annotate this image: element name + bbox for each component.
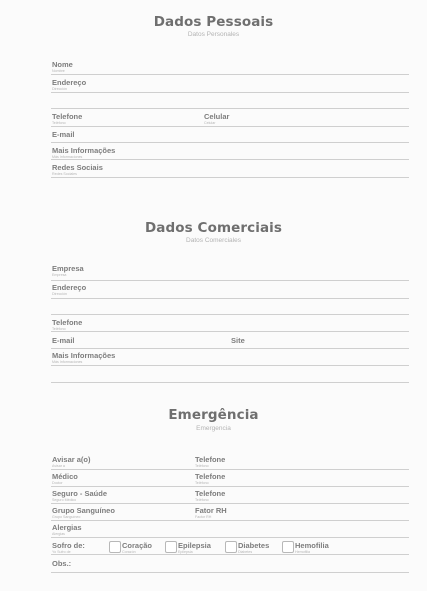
site-label: Site — [231, 336, 245, 345]
suffer-from-label: Sofro de: — [52, 541, 85, 550]
commercial-section-subtitle: Datos Comerciales — [186, 237, 241, 244]
company-label: Empresa — [52, 264, 84, 273]
heart-label: Coração — [122, 541, 153, 550]
commercial-section-title: Dados Comerciais — [144, 220, 283, 236]
work-address-line-1 — [51, 298, 409, 299]
insurance-sublabel: Seguro Médico — [52, 498, 77, 502]
address-line-2 — [51, 108, 409, 109]
hemophilia-sublabel: Hemofilia — [295, 550, 310, 554]
suffer-from-line — [51, 554, 409, 555]
work-email-label: E-mail — [52, 336, 75, 345]
notify-phone-sublabel: Teléfono — [195, 464, 209, 468]
work-address-label: Endereço — [52, 283, 87, 292]
insurance-phone-label: Telefone — [195, 489, 226, 498]
suffer-from-sublabel: Yo Sufro de — [52, 550, 71, 554]
blood-type-line — [51, 520, 409, 521]
allergies-label: Alergias — [52, 523, 82, 532]
notify-phone-label: Telefone — [195, 455, 226, 464]
mobile-sublabel: Celular — [204, 121, 216, 125]
notify-sublabel: Avisar a — [52, 464, 65, 468]
blood-type-sublabel: Grupo Sanguíneo — [52, 515, 81, 519]
insurance-line — [51, 503, 409, 504]
hemophilia-label: Hemofilia — [295, 541, 329, 550]
work-more-info-sublabel: Más Informaciones — [52, 360, 83, 364]
phone-line — [51, 126, 409, 127]
hemophilia-checkbox[interactable] — [282, 541, 294, 553]
name-sublabel: Nombre — [52, 69, 65, 73]
epilepsy-checkbox[interactable] — [165, 541, 177, 553]
phone-sublabel: Teléfono — [52, 121, 66, 125]
notify-line — [51, 469, 409, 470]
doctor-line — [51, 486, 409, 487]
address-sublabel: Dirección — [52, 87, 67, 91]
email-line — [51, 142, 409, 143]
diabetes-sublabel: Diabetes — [238, 550, 253, 554]
mobile-label: Celular — [204, 112, 230, 121]
epilepsy-sublabel: Epilepsia — [178, 550, 193, 554]
heart-checkbox[interactable] — [109, 541, 121, 553]
work-address-sublabel: Dirección — [52, 292, 67, 296]
heart-sublabel: Corazón — [122, 550, 136, 554]
allergies-line — [51, 537, 409, 538]
more-info-line — [51, 159, 409, 160]
work-more-info-line-2 — [51, 382, 409, 383]
rh-factor-label: Fator RH — [195, 506, 227, 515]
notes-line — [51, 572, 409, 573]
personal-section-title: Dados Pessoais — [153, 14, 274, 30]
notes-label: Obs.: — [52, 559, 72, 568]
work-phone-label: Telefone — [52, 318, 83, 327]
email-label: E-mail — [52, 130, 75, 139]
doctor-phone-label: Telefone — [195, 472, 226, 481]
emergency-section-subtitle: Emergencia — [196, 425, 231, 432]
work-phone-sublabel: Teléfono — [52, 327, 66, 331]
work-phone-line — [51, 331, 409, 332]
social-sublabel: Redes Sociales — [52, 172, 77, 176]
social-label: Redes Sociais — [52, 163, 103, 172]
work-more-info-label: Mais Informações — [52, 351, 116, 360]
doctor-sublabel: Doctor — [52, 481, 63, 485]
company-line — [51, 280, 409, 281]
doctor-phone-sublabel: Teléfono — [195, 481, 209, 485]
personal-section-subtitle: Datos Personales — [187, 31, 240, 38]
company-sublabel: Empresa — [52, 273, 67, 277]
emergency-section-title: Emergência — [168, 407, 259, 423]
name-line — [51, 74, 409, 75]
more-info-sublabel: Más Informaciones — [52, 155, 83, 159]
work-email-line — [51, 348, 409, 349]
work-address-line-2 — [51, 314, 409, 315]
diabetes-label: Diabetes — [238, 541, 270, 550]
doctor-label: Médico — [52, 472, 78, 481]
notify-label: Avisar a(o) — [52, 455, 91, 464]
diabetes-checkbox[interactable] — [225, 541, 237, 553]
epilepsy-label: Epilepsia — [178, 541, 211, 550]
rh-factor-sublabel: Factor RH — [195, 515, 212, 519]
social-line — [51, 177, 409, 178]
insurance-phone-sublabel: Teléfono — [195, 498, 209, 502]
address-label: Endereço — [52, 78, 87, 87]
work-more-info-line-1 — [51, 365, 409, 366]
more-info-label: Mais Informações — [52, 146, 116, 155]
address-line-1 — [51, 92, 409, 93]
blood-type-label: Grupo Sanguíneo — [52, 506, 115, 515]
phone-label: Telefone — [52, 112, 83, 121]
name-label: Nome — [52, 60, 73, 69]
allergies-sublabel: Alergias — [52, 532, 65, 536]
insurance-label: Seguro - Saúde — [52, 489, 108, 498]
